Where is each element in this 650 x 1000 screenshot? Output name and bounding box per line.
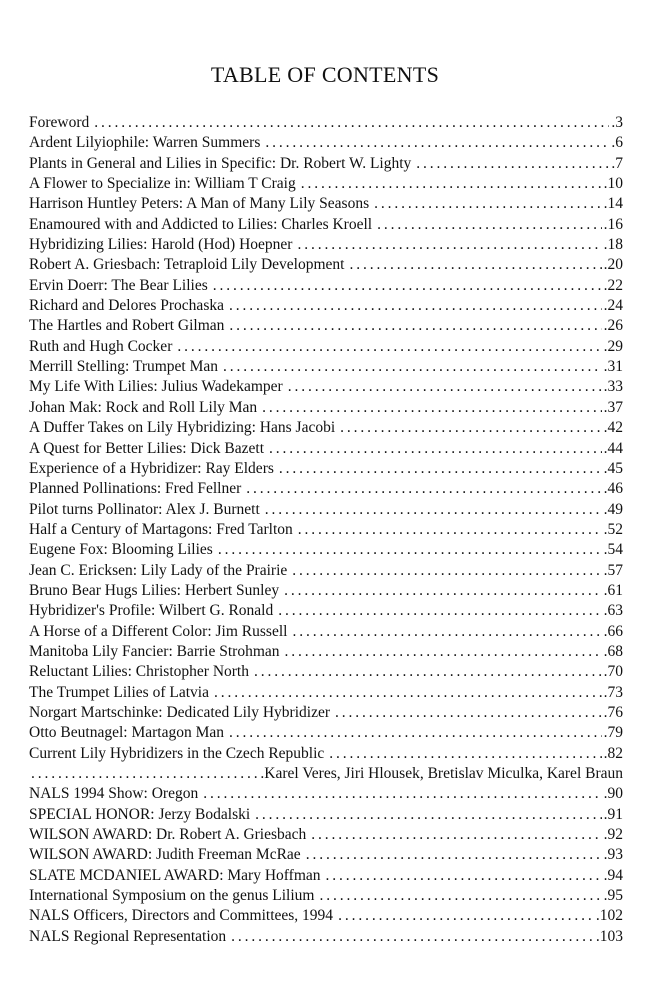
toc-entry	[29, 561, 623, 581]
toc-entry	[29, 154, 623, 174]
dot-leader	[265, 500, 602, 520]
toc-entry-page-number: .20	[603, 256, 623, 274]
toc-entry	[29, 255, 623, 275]
toc-entry-title: Manitoba Lily Fancier: Barrie Strohman	[29, 642, 280, 660]
dot-leader	[284, 581, 602, 601]
toc-entry-title: A Flower to Specialize in: William T Craig	[29, 175, 296, 193]
dot-leader	[298, 520, 602, 540]
toc-entry	[29, 703, 623, 723]
dot-leader	[292, 561, 601, 581]
toc-entry-title: NALS Regional Representation	[29, 927, 227, 945]
toc-entry-title: Ervin Doerr: The Bear Lilies	[29, 276, 208, 294]
toc-entry-title: SLATE MCDANIEL AWARD: Mary Hoffman	[29, 866, 321, 884]
toc-entry-title: Norgart Martschinke: Dedicated Lily Hybridizer	[29, 703, 331, 721]
dot-leader	[94, 113, 609, 133]
dot-leader	[377, 215, 602, 235]
toc-entry-page-number: .54	[603, 541, 623, 559]
dot-leader	[288, 377, 602, 397]
dot-leader	[374, 194, 602, 214]
dot-leader	[213, 276, 602, 296]
toc-entry	[29, 174, 623, 194]
toc-entry-title: NALS 1994 Show: Oregon	[29, 785, 199, 803]
toc-entry-title: The Hartles and Robert Gilman	[29, 317, 225, 335]
toc-entry-title: Half a Century of Martagons: Fred Tarlton	[29, 520, 293, 538]
toc-entry-page-number: .92	[603, 826, 623, 844]
toc-entry-title: Current Lily Hybridizers in the Czech Republic	[29, 744, 325, 762]
dot-leader	[255, 805, 601, 825]
toc-entry-page-number: .3	[611, 114, 623, 131]
toc-entry-page-number: .31	[603, 358, 623, 376]
toc-entry	[29, 337, 623, 357]
toc-entry-title: Eugene Fox: Blooming Lilies	[29, 541, 213, 559]
dot-leader	[265, 133, 609, 153]
dot-leader	[416, 154, 609, 174]
toc-entry-page-number: .57	[603, 561, 623, 579]
toc-entry	[29, 825, 623, 845]
toc-entry	[29, 296, 623, 316]
toc-entry-page-number: .26	[603, 317, 623, 335]
toc-entry	[29, 927, 623, 947]
toc-entry	[29, 784, 623, 804]
toc-entry	[29, 886, 623, 906]
toc-entry-title: Foreword	[29, 114, 90, 131]
dot-leader	[335, 703, 602, 723]
dot-leader	[229, 296, 602, 316]
toc-entry	[29, 662, 623, 682]
toc-entry-page-number: .16	[603, 215, 623, 233]
dot-leader	[297, 235, 601, 255]
toc-entry	[29, 744, 623, 764]
toc-entry-title: A Quest for Better Lilies: Dick Bazett	[29, 439, 265, 457]
dot-leader	[262, 398, 601, 418]
toc-entry-title: Ruth and Hugh Cocker	[29, 337, 173, 355]
toc-entry-title: Enamoured with and Addicted to Lilies: Charles Kroell	[29, 215, 373, 233]
toc-entry-page-number: .7	[611, 154, 623, 172]
toc-entry-title: Pilot turns Pollinator: Alex J. Burnett	[29, 500, 260, 518]
toc-entry-title: Robert A. Griesbach: Tetraploid Lily Development	[29, 256, 345, 274]
toc-entry-page-number: .10	[603, 175, 623, 193]
toc-entry	[29, 683, 623, 703]
toc-entry	[29, 439, 623, 459]
toc-entry-page-number: .66	[603, 622, 623, 640]
dot-leader	[292, 622, 601, 642]
dot-leader	[338, 906, 594, 926]
toc-entry-page-number: .29	[603, 337, 623, 355]
dot-leader	[326, 866, 602, 886]
toc-entry-title: My Life With Lilies: Julius Wadekamper	[29, 378, 283, 396]
toc-entry-title: Hybridizing Lilies: Harold (Hod) Hoepner	[29, 236, 293, 254]
toc-entry	[29, 866, 623, 886]
toc-entry-title: Otto Beutnagel: Martagon Man	[29, 724, 224, 742]
toc-entry-page-number: .52	[603, 520, 623, 538]
dot-leader	[229, 316, 601, 336]
toc-entry-page-number: .103	[595, 927, 623, 945]
toc-entry-page-number: .42	[603, 419, 623, 437]
toc-entry-page-number: .76	[603, 703, 623, 721]
toc-entry	[29, 520, 623, 540]
toc-entry-page-number: .82	[603, 744, 623, 762]
toc-entry	[29, 642, 623, 662]
toc-entry-page-number: .45	[603, 459, 623, 477]
toc-entry-page-number: .102	[595, 907, 623, 925]
toc-entry-page-number: .90	[603, 785, 623, 803]
toc-entry-page-number: .73	[603, 683, 623, 701]
dot-leader	[231, 927, 594, 947]
toc-entry-authors: .Karel Veres, Jiri Hlousek, Bretislav Miculka, Karel Braun	[260, 765, 623, 782]
toc-entry	[29, 357, 623, 377]
dot-leader	[319, 886, 601, 906]
toc-entry	[29, 316, 623, 336]
toc-entry-title: Johan Mak: Rock and Roll Lily Man	[29, 398, 258, 416]
dot-leader	[203, 784, 601, 804]
toc-entry	[29, 215, 623, 235]
toc-entry	[29, 479, 623, 499]
toc-entry	[29, 194, 623, 214]
dot-leader	[306, 845, 602, 865]
toc-entry-page-number: .49	[603, 500, 623, 518]
toc-entry-page-number: .44	[603, 439, 623, 457]
toc-entry-title: A Horse of a Different Color: Jim Russell	[29, 622, 288, 640]
dot-leader	[246, 479, 601, 499]
toc-entry-title: Experience of a Hybridizer: Ray Elders	[29, 459, 274, 477]
dot-leader	[177, 337, 601, 357]
table-of-contents	[29, 113, 623, 947]
toc-entry	[29, 540, 623, 560]
toc-entry-title: WILSON AWARD: Dr. Robert A. Griesbach	[29, 826, 307, 844]
toc-entry-page-number: .6	[611, 134, 623, 152]
toc-entry-continuation	[29, 764, 623, 784]
toc-entry	[29, 276, 623, 296]
toc-entry-page-number: .46	[603, 480, 623, 498]
toc-entry	[29, 235, 623, 255]
toc-entry-page-number: .37	[603, 398, 623, 416]
dot-leader	[223, 357, 602, 377]
toc-entry	[29, 133, 623, 153]
dot-leader	[285, 642, 602, 662]
dot-leader	[279, 459, 602, 479]
dot-leader	[214, 683, 602, 703]
toc-entry	[29, 398, 623, 418]
toc-entry	[29, 500, 623, 520]
dot-leader	[254, 662, 602, 682]
dot-leader	[311, 825, 601, 845]
toc-entry	[29, 906, 623, 926]
toc-entry-page-number: .93	[603, 846, 623, 864]
toc-entry	[29, 459, 623, 479]
toc-entry-title: The Trumpet Lilies of Latvia	[29, 683, 209, 701]
toc-entry-page-number: .68	[603, 642, 623, 660]
toc-entry-title: Harrison Huntley Peters: A Man of Many Lily Seasons	[29, 195, 370, 213]
dot-leader	[218, 540, 602, 560]
dot-leader	[229, 723, 602, 743]
toc-entry	[29, 805, 623, 825]
toc-entry	[29, 723, 623, 743]
toc-entry-title: Jean C. Ericksen: Lily Lady of the Prairie	[29, 561, 288, 579]
dot-leader	[31, 764, 258, 784]
toc-entry-title: NALS Officers, Directors and Committees, 1994	[29, 907, 334, 925]
toc-entry-page-number: .79	[603, 724, 623, 742]
toc-entry-page-number: .24	[603, 297, 623, 315]
toc-entry-title: Hybridizer's Profile: Wilbert G. Ronald	[29, 602, 274, 620]
toc-entry-title: Reluctant Lilies: Christopher North	[29, 663, 249, 681]
dot-leader	[329, 744, 601, 764]
toc-entry	[29, 622, 623, 642]
toc-entry-title: A Duffer Takes on Lily Hybridizing: Hans Jacobi	[29, 419, 336, 437]
toc-entry	[29, 845, 623, 865]
toc-entry	[29, 418, 623, 438]
toc-entry-title: Bruno Bear Hugs Lilies: Herbert Sunley	[29, 581, 280, 599]
dot-leader	[278, 601, 601, 621]
dot-leader	[349, 255, 601, 275]
toc-entry-page-number: .63	[603, 602, 623, 620]
dot-leader	[301, 174, 602, 194]
toc-entry-title: WILSON AWARD: Judith Freeman McRae	[29, 846, 301, 864]
toc-entry-title: Merrill Stelling: Trumpet Man	[29, 358, 219, 376]
toc-entry-page-number: .91	[603, 805, 623, 823]
toc-entry-page-number: .14	[603, 195, 623, 213]
toc-entry-page-number: .94	[603, 866, 623, 884]
toc-entry-page-number: .22	[603, 276, 623, 294]
toc-entry-page-number: .95	[603, 887, 623, 905]
toc-entry-title: Ardent Lilyiophile: Warren Summers	[29, 134, 261, 152]
toc-entry-title: Planned Pollinations: Fred Fellner	[29, 480, 242, 498]
toc-entry-title: Richard and Delores Prochaska	[29, 297, 224, 315]
toc-entry-title: International Symposium on the genus Lilium	[29, 887, 315, 905]
dot-leader	[340, 418, 601, 438]
toc-entry	[29, 113, 623, 133]
page-title: TABLE OF CONTENTS	[210, 62, 440, 87]
toc-entry-title: SPECIAL HONOR: Jerzy Bodalski	[29, 805, 251, 823]
toc-entry-page-number: .18	[603, 236, 623, 254]
toc-entry	[29, 581, 623, 601]
toc-entry	[29, 601, 623, 621]
dot-leader	[269, 439, 602, 459]
toc-entry	[29, 377, 623, 397]
toc-entry-page-number: .70	[603, 663, 623, 681]
toc-entry-title: Plants in General and Lilies in Specific: Dr. Robert W. Lighty	[29, 154, 412, 172]
toc-entry-page-number: .33	[603, 378, 623, 396]
toc-entry-page-number: .61	[603, 581, 623, 599]
